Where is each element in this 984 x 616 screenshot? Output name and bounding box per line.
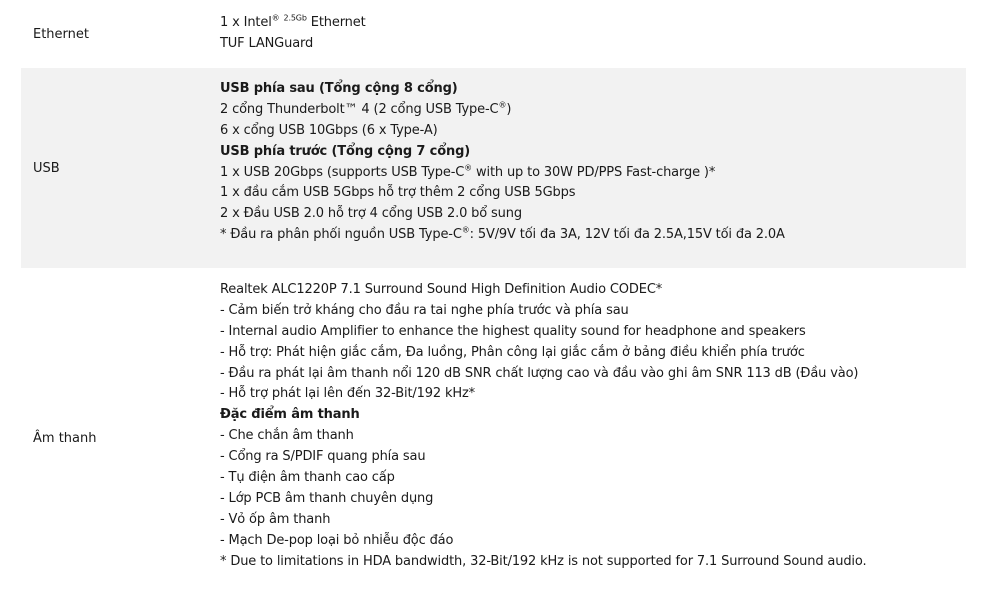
audio-line: - Cảm biến trở kháng cho đầu ra tai nghe phía trước và phía sau [220, 302, 629, 318]
usb-thunderbolt-prefix: 2 cổng Thunderbolt™ 4 (2 cổng USB Type-C [220, 101, 499, 117]
spec-label-ethernet: Ethernet [33, 26, 89, 42]
usb-note-prefix: * Đầu ra phân phối nguồn USB Type-C [220, 227, 462, 243]
audio-footnote: * Due to limitations in HDA bandwidth, 32-Bit/192 kHz is not supported for 7.1 Surround Sound audio. [220, 553, 867, 569]
usb-front-20g-suffix: with up to 30W PD/PPS Fast-charge )* [472, 164, 716, 180]
usb-front-20g-prefix: 1 x USB 20Gbps (supports USB Type-C [220, 164, 465, 180]
spec-row-audio [21, 268, 966, 608]
usb-rear-heading: USB phía sau (Tổng cộng 8 cổng) [220, 81, 458, 96]
spec-table [21, 0, 966, 608]
audio-feature-item: - Lớp PCB âm thanh chuyên dụng [220, 490, 434, 506]
spec-label-audio: Âm thanh [33, 430, 97, 446]
registered-mark: ® [461, 225, 470, 235]
audio-line: - Internal audio Amplifier to enhance the highest quality sound for headphone and speakers [220, 323, 806, 339]
audio-line: - Đầu ra phát lại âm thanh nổi 120 dB SNR chất lượng cao và đầu vào ghi âm SNR 113 dB (Đầu vào) [220, 365, 859, 381]
usb-front-heading: USB phía trước (Tổng cộng 7 cổng) [220, 143, 471, 159]
audio-line: - Hỗ trợ phát lại lên đến 32-Bit/192 kHz* [220, 386, 476, 402]
usb-thunderbolt-suffix: ) [506, 101, 512, 117]
usb-note-suffix: : 5V/9V tối đa 3A, 12V tối đa 2.5A,15V tối đa 2.0A [469, 227, 785, 243]
usb-thunderbolt-line [220, 100, 966, 121]
ethernet-line-1-prefix: 1 x Intel [220, 15, 272, 30]
audio-feature-item: - Vỏ ốp âm thanh [220, 511, 331, 527]
spec-row-usb [21, 68, 966, 268]
spec-value-usb [220, 68, 966, 268]
audio-feature-item: - Che chắn âm thanh [220, 428, 354, 444]
registered-mark: ® [498, 100, 507, 110]
ethernet-line-2: TUF LANGuard [220, 35, 314, 51]
audio-feature-item: - Cổng ra S/PDIF quang phía sau [220, 449, 426, 465]
audio-feature-item: - Tụ điện âm thanh cao cấp [220, 470, 395, 486]
audio-feature-item: - Mạch De-pop loại bỏ nhiễu độc đáo [220, 532, 454, 548]
ethernet-speed-sup: 2.5Gb [283, 13, 307, 23]
usb-front-20g-line [220, 163, 966, 184]
ethernet-line-1-suffix: Ethernet [306, 15, 366, 30]
registered-mark: ® [271, 13, 280, 23]
audio-line: - Hỗ trợ: Phát hiện giắc cắm, Đa luồng, Phân công lại giắc cắm ở bảng điều khiển phía trước [220, 344, 805, 360]
usb-front-5g-line: 1 x đầu cắm USB 5Gbps hỗ trợ thêm 2 cổng USB 5Gbps [220, 185, 576, 201]
spec-value-ethernet [220, 0, 966, 68]
spec-value-audio [220, 268, 966, 608]
usb-rear-typea-line: 6 x cổng USB 10Gbps (6 x Type-A) [220, 122, 438, 138]
spec-label-usb: USB [33, 160, 60, 176]
ethernet-line-1 [220, 13, 966, 34]
spec-row-ethernet [21, 0, 966, 68]
audio-codec-line: Realtek ALC1220P 7.1 Surround Sound High Definition Audio CODEC* [220, 282, 663, 297]
usb-front-20-line: 2 x Đầu USB 2.0 hỗ trợ 4 cổng USB 2.0 bổ sung [220, 206, 522, 222]
registered-mark: ® [464, 163, 473, 173]
usb-note-line [220, 225, 966, 246]
audio-features-heading: Đặc điểm âm thanh [220, 407, 360, 423]
